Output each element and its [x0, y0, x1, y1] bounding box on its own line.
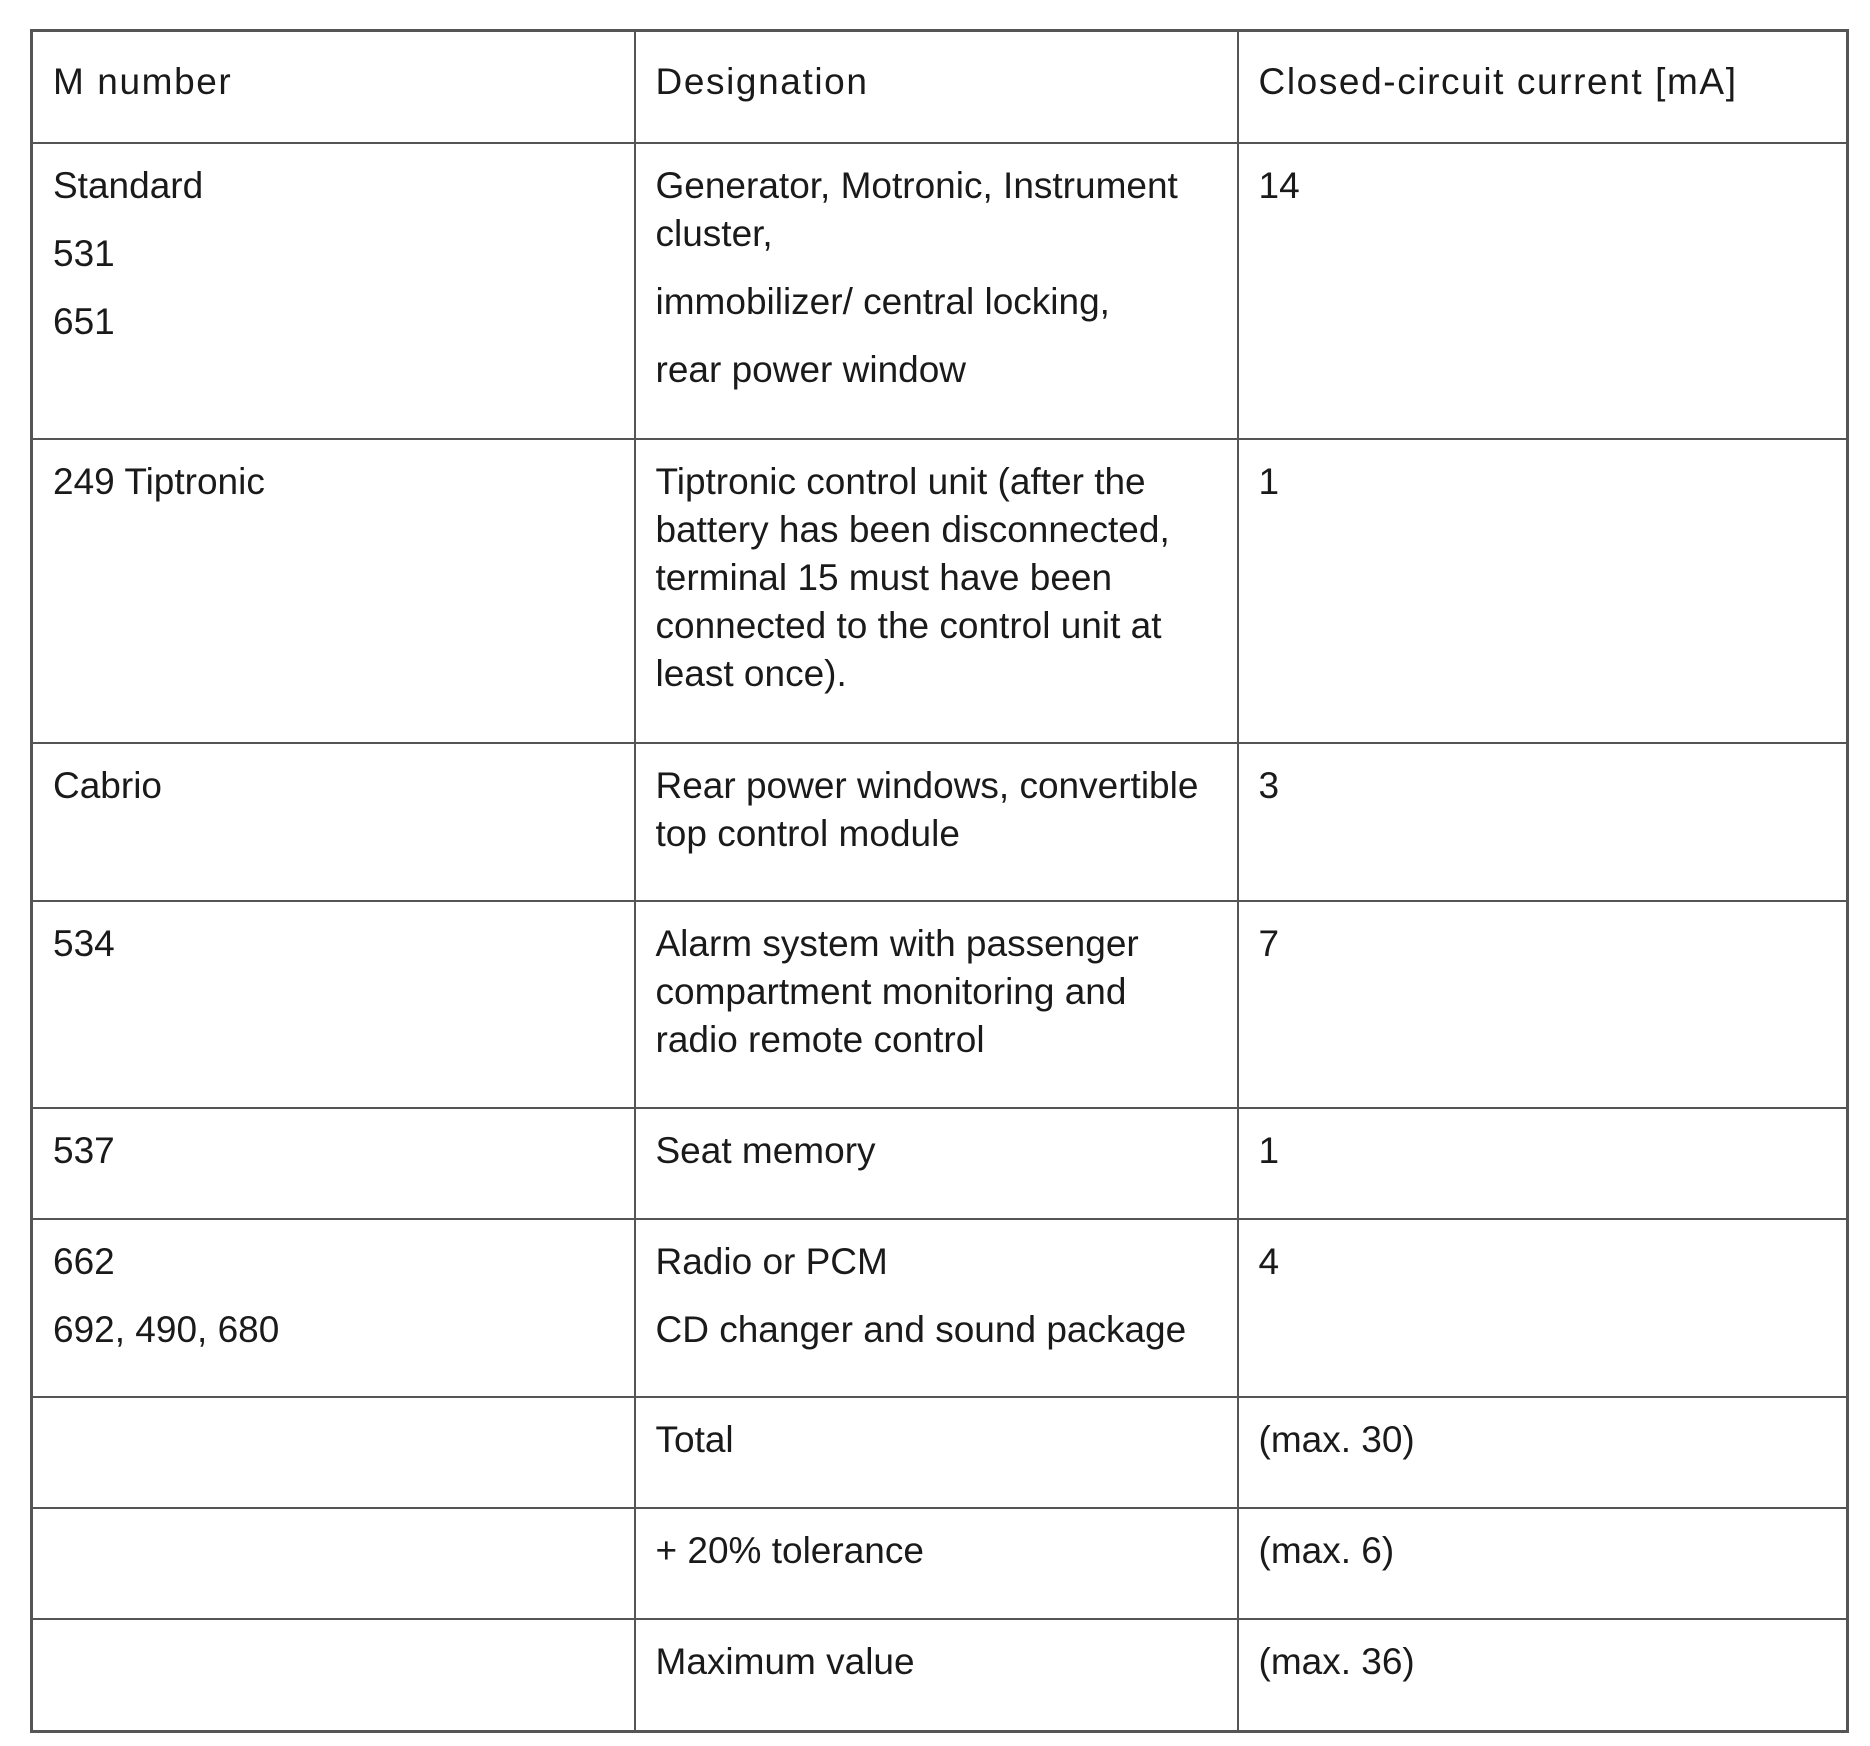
designation-cell: Tiptronic control unit (after the battery has been disconnected, terminal 15 must have been connected to the control unit at least once).	[635, 439, 1238, 743]
designation-cell: Maximum value	[635, 1619, 1238, 1732]
table-row	[32, 1397, 1848, 1508]
m-number-cell: Cabrio	[32, 743, 635, 901]
table-row	[32, 1619, 1848, 1732]
m-number-cell: 537	[32, 1108, 635, 1219]
closed-circuit-current-table	[30, 29, 1849, 1733]
designation-cell	[635, 143, 1238, 439]
m-number-cell	[32, 143, 635, 439]
current-cell: 3	[1238, 743, 1848, 901]
table-row	[32, 743, 1848, 901]
designation-cell: Seat memory	[635, 1108, 1238, 1219]
m-number-cell	[32, 1397, 635, 1508]
designation-line: Generator, Motronic, Instrument cluster,	[655, 164, 1178, 254]
current-cell: (max. 36)	[1238, 1619, 1848, 1732]
designation-line: immobilizer/ central locking,	[655, 280, 1110, 322]
table-row	[32, 901, 1848, 1108]
m-number-line: 531	[53, 232, 115, 274]
designation-cell: Rear power windows, convertible top control module	[635, 743, 1238, 901]
designation-cell: + 20% tolerance	[635, 1508, 1238, 1619]
header-closed-circuit-current: Closed-circuit current [mA]	[1238, 31, 1848, 143]
m-number-cell: 534	[32, 901, 635, 1108]
current-cell: 1	[1238, 1108, 1848, 1219]
header-m-number: M number	[32, 31, 635, 143]
designation-line: Radio or PCM	[655, 1240, 888, 1282]
m-number-cell: 249 Tiptronic	[32, 439, 635, 743]
m-number-line: 692, 490, 680	[53, 1308, 280, 1350]
table-row	[32, 143, 1848, 439]
table-row	[32, 439, 1848, 743]
m-number-cell	[32, 1508, 635, 1619]
designation-line: rear power window	[655, 348, 967, 390]
current-cell: (max. 30)	[1238, 1397, 1848, 1508]
designation-cell	[635, 1219, 1238, 1397]
designation-cell: Total	[635, 1397, 1238, 1508]
table-header-row	[32, 31, 1848, 143]
designation-cell: Alarm system with passenger compartment monitoring and radio remote control	[635, 901, 1238, 1108]
m-number-cell	[32, 1219, 635, 1397]
current-cell: 14	[1238, 143, 1848, 439]
table-row	[32, 1108, 1848, 1219]
table-row	[32, 1219, 1848, 1397]
designation-line: CD changer and sound package	[655, 1308, 1187, 1350]
m-number-line: 662	[53, 1240, 115, 1282]
m-number-cell	[32, 1619, 635, 1732]
m-number-line: Standard	[53, 164, 204, 206]
current-cell: (max. 6)	[1238, 1508, 1848, 1619]
table-row	[32, 1508, 1848, 1619]
m-number-line: 651	[53, 300, 115, 342]
current-cell: 4	[1238, 1219, 1848, 1397]
current-cell: 7	[1238, 901, 1848, 1108]
current-cell: 1	[1238, 439, 1848, 743]
header-designation: Designation	[635, 31, 1238, 143]
